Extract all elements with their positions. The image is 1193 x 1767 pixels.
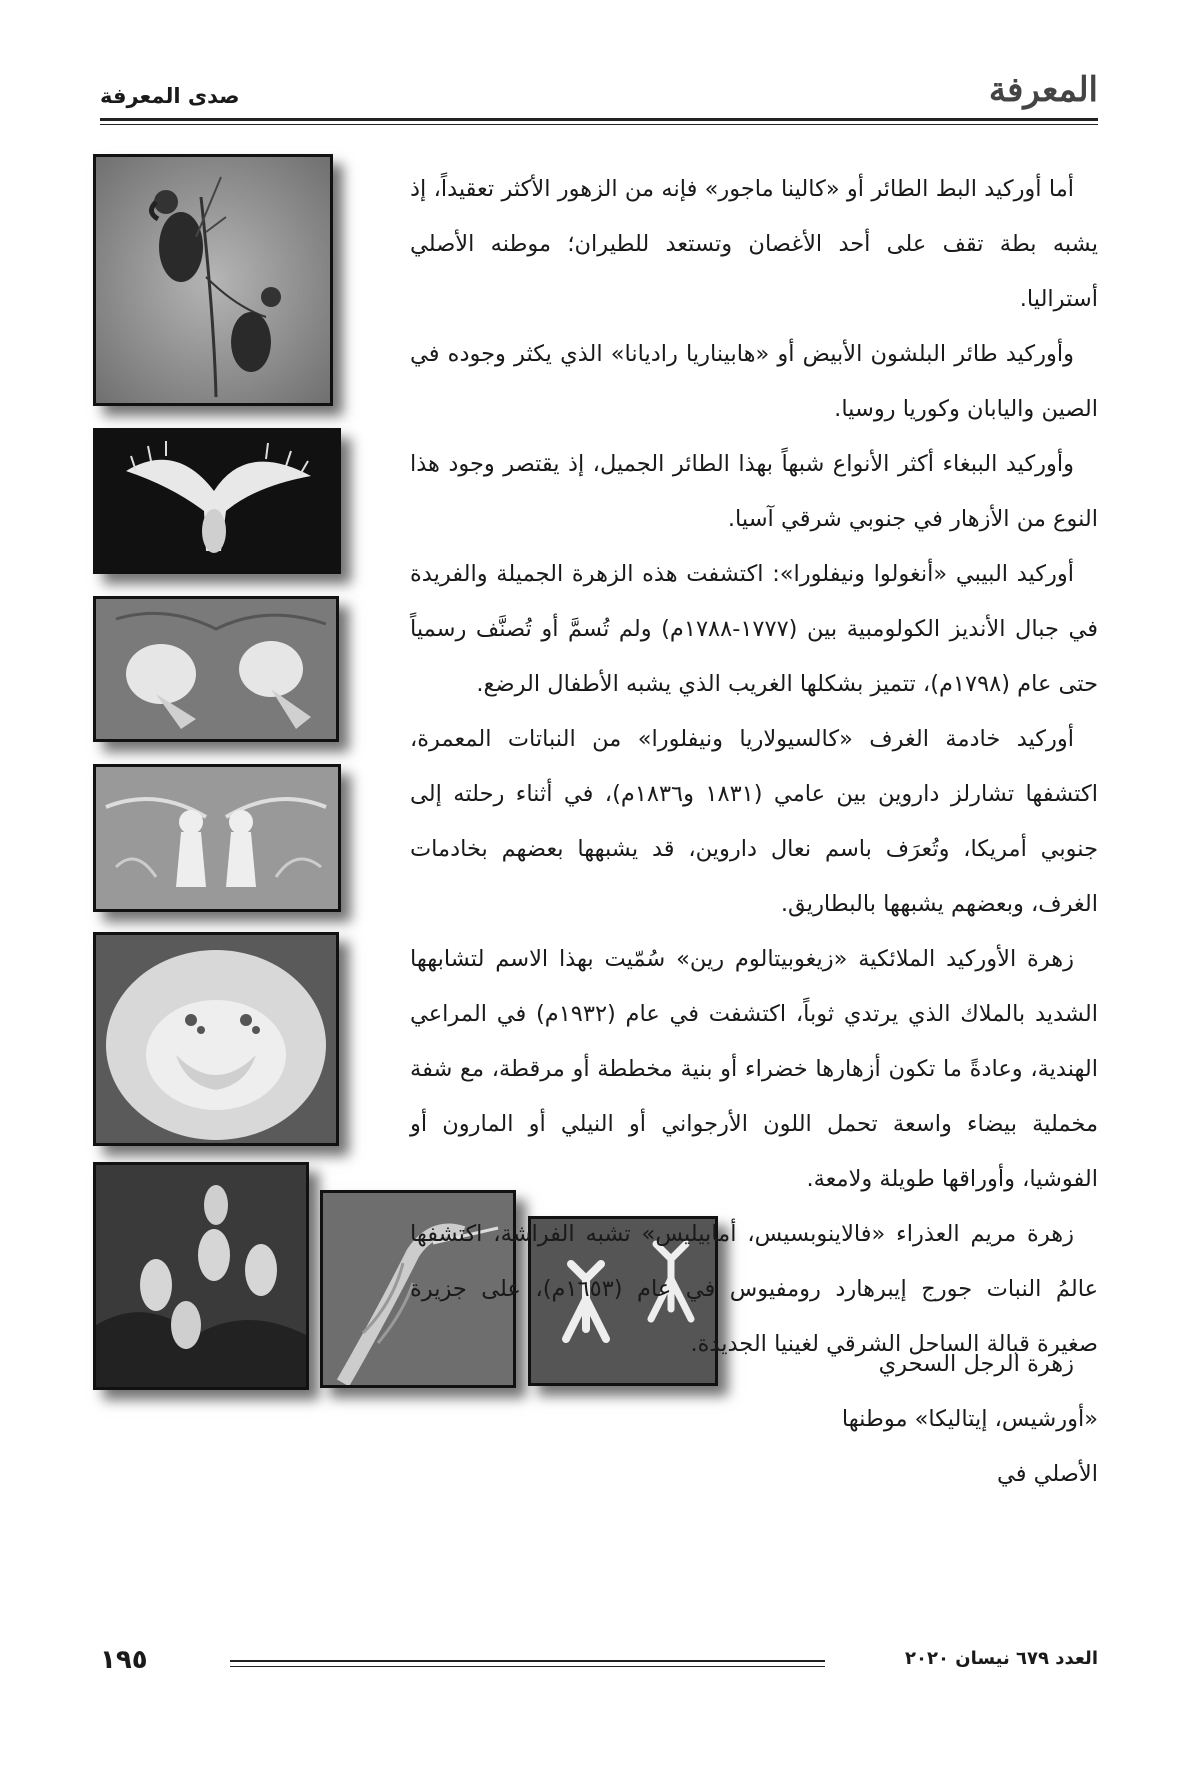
magazine-logo: المعرفة bbox=[988, 70, 1098, 110]
article-body bbox=[410, 162, 1098, 1372]
photo-parrot-orchid bbox=[93, 596, 339, 742]
paragraph-angel: زهرة الأوركيد الملائكية «زيغوبيتالوم رين» سُمّيت بهذا الاسم لتشابهها الشديد بالملاك الذي يرتدي ثوباً، اكتشفت في عام (١٩٣٢م) في المراعي الهندية، وعادةً ما تكون أزهارها خضراء أو بنية مخططة أو مرقطة، مع شفة مخملية بيضاء واسعة تحمل اللون الأرجواني أو النيلي أو المارون أو الفوشيا، وأوراقها طويلة ولامعة. bbox=[410, 946, 1099, 1192]
photo-white-egret-orchid bbox=[93, 428, 341, 574]
paragraph-naked-man: زهرة الرجل السحري «أورشيس، إيتاليكا» موطنها الأصلي في bbox=[841, 1351, 1098, 1487]
footer-divider bbox=[230, 1660, 825, 1662]
paragraph-flying-duck: أما أوركيد البط الطائر أو «كالينا ماجور» فإنه من الزهور الأكثر تعقيداً، إذ يشبه بطة تقف على أحد الأغصان وتستعد للطيران؛ موطنه الأصلي أستراليا. bbox=[410, 176, 1098, 312]
photo-angel-orchid bbox=[93, 764, 341, 912]
issue-info: العدد ٦٧٩ نيسان ٢٠٢٠ bbox=[905, 1648, 1098, 1669]
footer-divider-thin bbox=[230, 1666, 825, 1667]
header-divider-thin bbox=[100, 124, 1098, 125]
paragraph-slipper: أوركيد خادمة الغرف «كالسيولاريا ونيفلورا» من النباتات المعمرة، اكتشفها تشارلز داروين بين عامي (١٨٣١ و١٨٣٦م)، في أثناء رحلته إلى جنوبي أمريكا، وتُعرَف باسم نعال داروين، قد يشبهها بعضهم بخادمات الغرف، وبعضهم يشبهها بالبطاريق. bbox=[410, 726, 1098, 917]
paragraph-virgin-mary: زهرة مريم العذراء «فالاينوبسيس، أمابيليس» تشبه الفراشة، اكتشفها عالمُ النبات جورج إيبرهارد رومفيوس في عام (١٦٥٣م)، على جزيرة صغيرة قبالة الساحل الشرقي لغينيا الجديدة. bbox=[410, 1221, 1098, 1357]
header-divider bbox=[100, 118, 1098, 121]
section-title: صدى المعرفة bbox=[100, 84, 240, 108]
photo-swaddled-babies-orchid bbox=[93, 932, 339, 1146]
article-body-tail bbox=[840, 1337, 1098, 1502]
page-number: ١٩٥ bbox=[100, 1645, 148, 1675]
paragraph-babies: أوركيد البيبي «أنغولوا ونيفلورا»: اكتشفت هذه الزهرة الجميلة والفريدة في جبال الأنديز الكولومبية بين (١٧٧٧-١٧٨٨م) ولم تُسمَّ أو تُصنَّف رسمياً حتى عام (١٧٩٨م)، تتميز بشكلها الغريب الذي يشبه الأطفال الرضع. bbox=[410, 561, 1098, 697]
paragraph-egret: وأوركيد طائر البلشون الأبيض أو «هابيناريا راديانا» الذي يكثر وجوده في الصين واليابان وكوريا روسيا. bbox=[410, 341, 1098, 422]
photo-flying-duck-orchid bbox=[93, 154, 333, 406]
photo-dancing-girls-orchid bbox=[93, 1162, 309, 1390]
paragraph-parrot: وأوركيد الببغاء أكثر الأنواع شبهاً بهذا الطائر الجميل، إذ يقتصر وجود هذا النوع من الأزهار في جنوبي شرقي آسيا. bbox=[410, 451, 1098, 532]
